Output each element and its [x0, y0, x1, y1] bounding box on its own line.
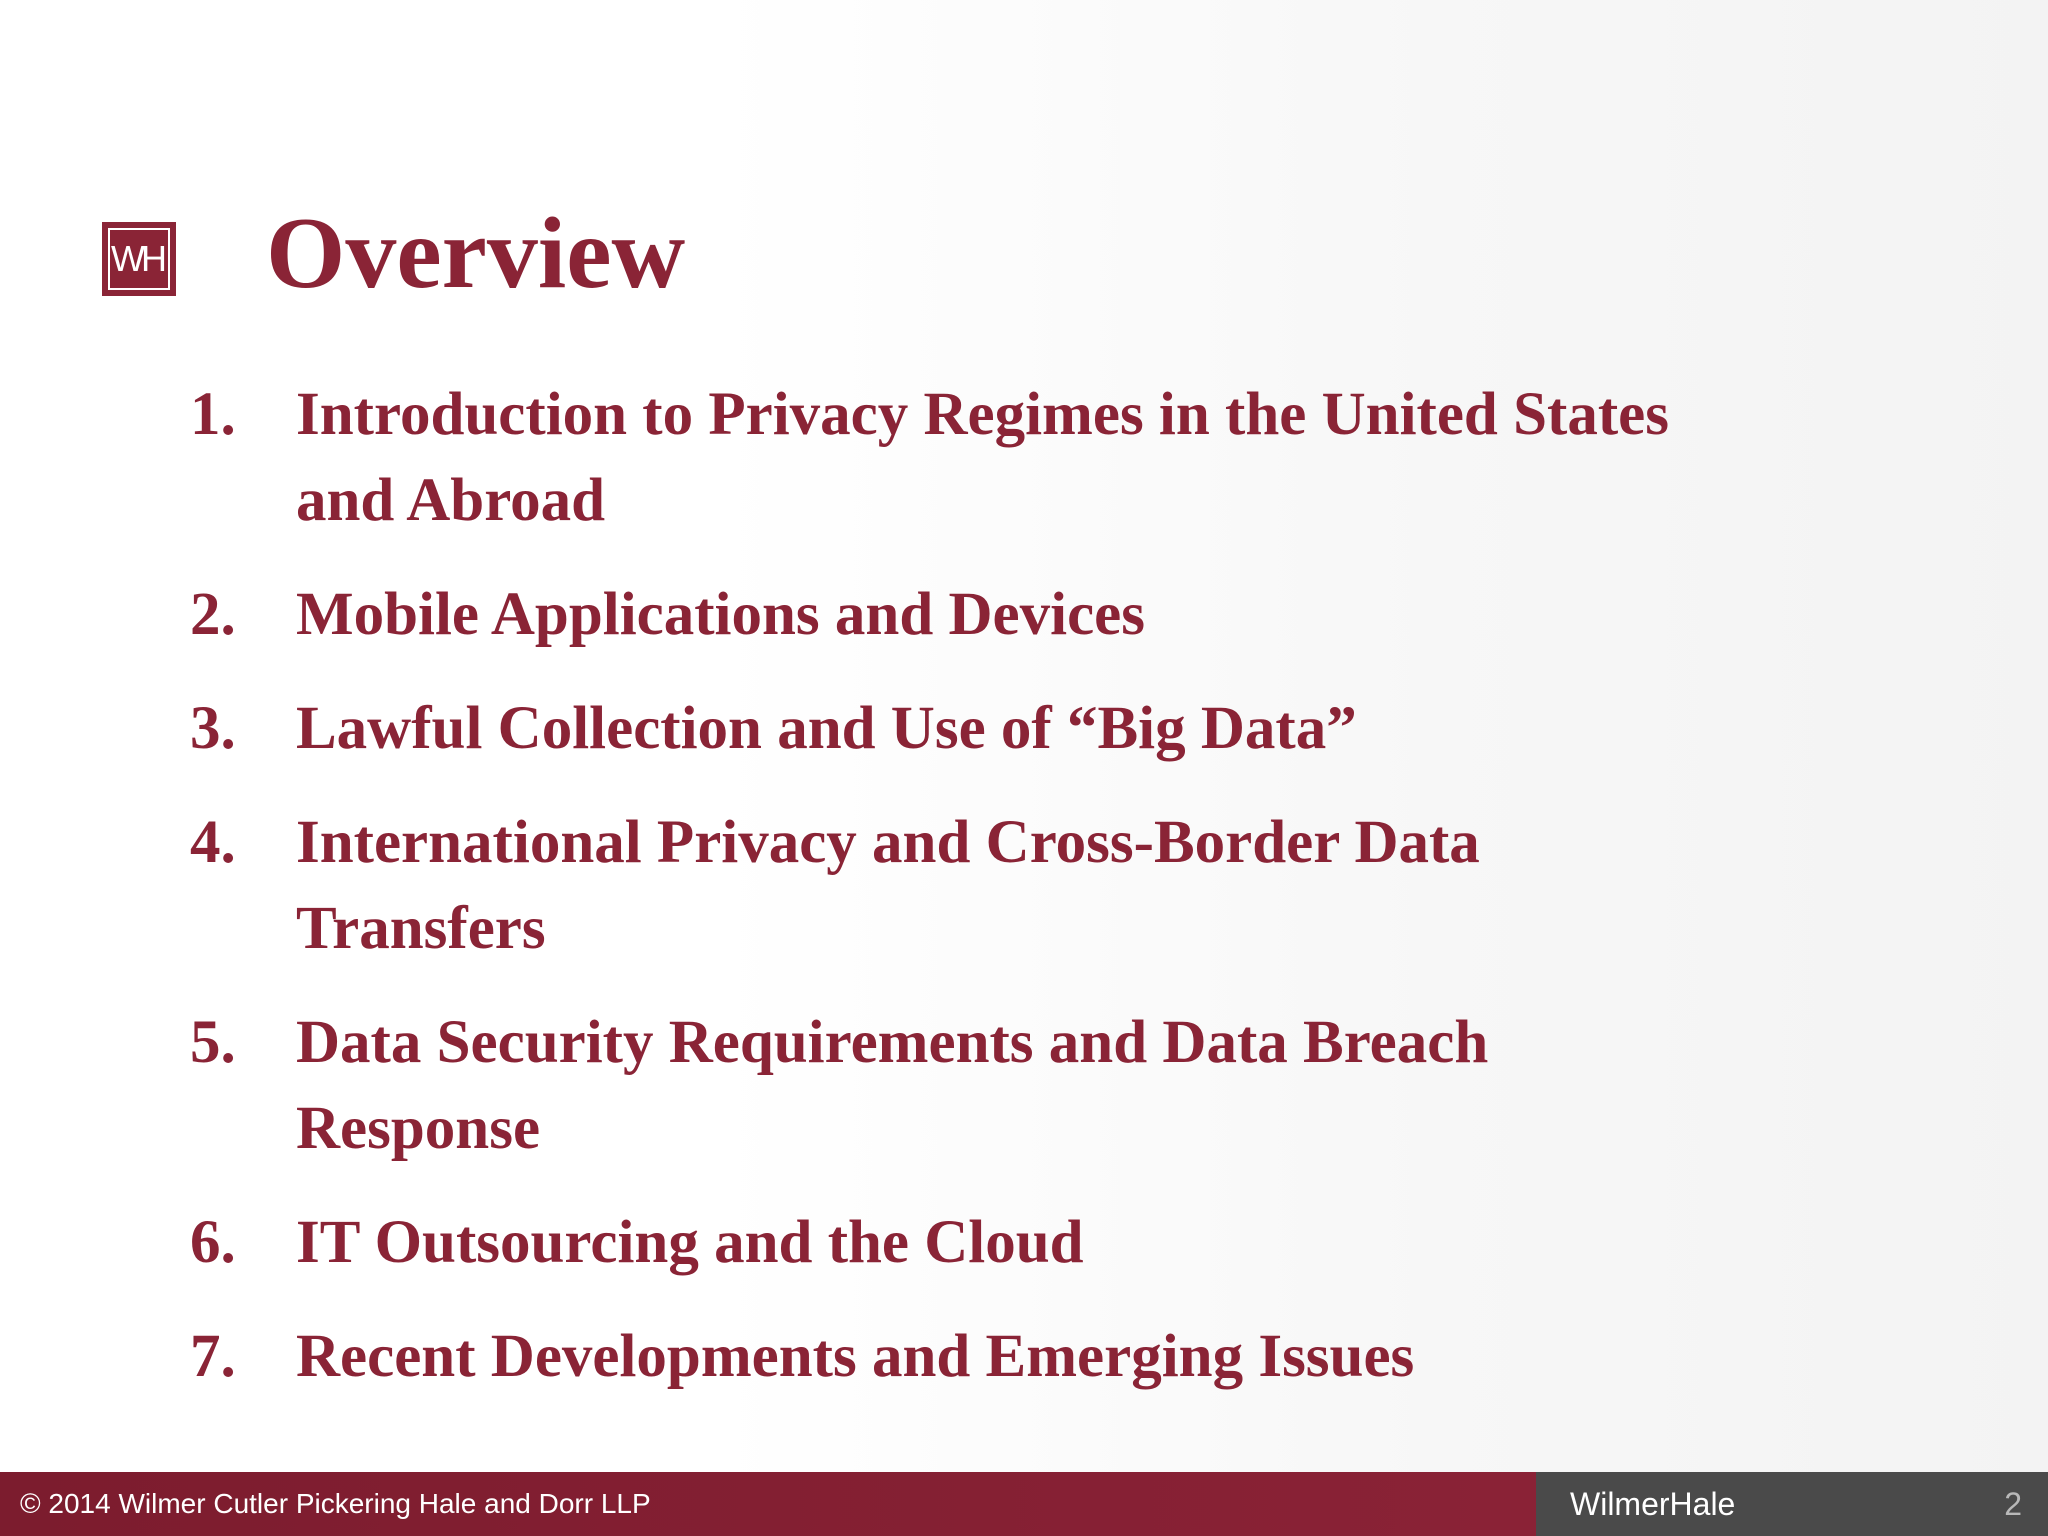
slide-title: Overview: [266, 197, 686, 310]
brand-name: WilmerHale: [1570, 1485, 1736, 1522]
agenda-item: [190, 1200, 1690, 1286]
agenda-item: [190, 372, 1690, 544]
footer-brand-section: [1536, 1472, 2048, 1536]
agenda-item-text: Data Security Requirements and Data Breach Response: [296, 1009, 1489, 1162]
wilmerhale-logo: [102, 222, 176, 296]
footer-copyright-section: [0, 1472, 1536, 1536]
agenda-item-number: 6.: [190, 1209, 236, 1276]
agenda-item-text: Recent Developments and Emerging Issues: [296, 1323, 1415, 1390]
agenda-item-text: Lawful Collection and Use of “Big Data”: [296, 695, 1357, 762]
agenda-item-number: 4.: [190, 809, 236, 876]
agenda-item: [190, 1314, 1690, 1400]
agenda-item-text: IT Outsourcing and the Cloud: [296, 1209, 1084, 1276]
agenda-item-text: Mobile Applications and Devices: [296, 581, 1145, 648]
agenda-item-text: International Privacy and Cross-Border Data Transfers: [296, 809, 1480, 962]
page-number: 2: [2004, 1485, 2022, 1522]
agenda-item: [190, 800, 1690, 972]
agenda-item-number: 5.: [190, 1009, 236, 1076]
agenda-item-number: 3.: [190, 695, 236, 762]
agenda-item: [190, 1000, 1690, 1172]
agenda-item-number: 7.: [190, 1323, 236, 1390]
logo-text: WH: [111, 238, 163, 279]
footer-bar: [0, 1472, 2048, 1536]
agenda-item-text: Introduction to Privacy Regimes in the United States and Abroad: [296, 381, 1669, 534]
copyright-text: © 2014 Wilmer Cutler Pickering Hale and Dorr LLP: [20, 1488, 651, 1519]
agenda-list: [190, 372, 1690, 1428]
agenda-item: [190, 572, 1690, 658]
agenda-item: [190, 686, 1690, 772]
agenda-item-number: 1.: [190, 381, 236, 448]
agenda-item-number: 2.: [190, 581, 236, 648]
